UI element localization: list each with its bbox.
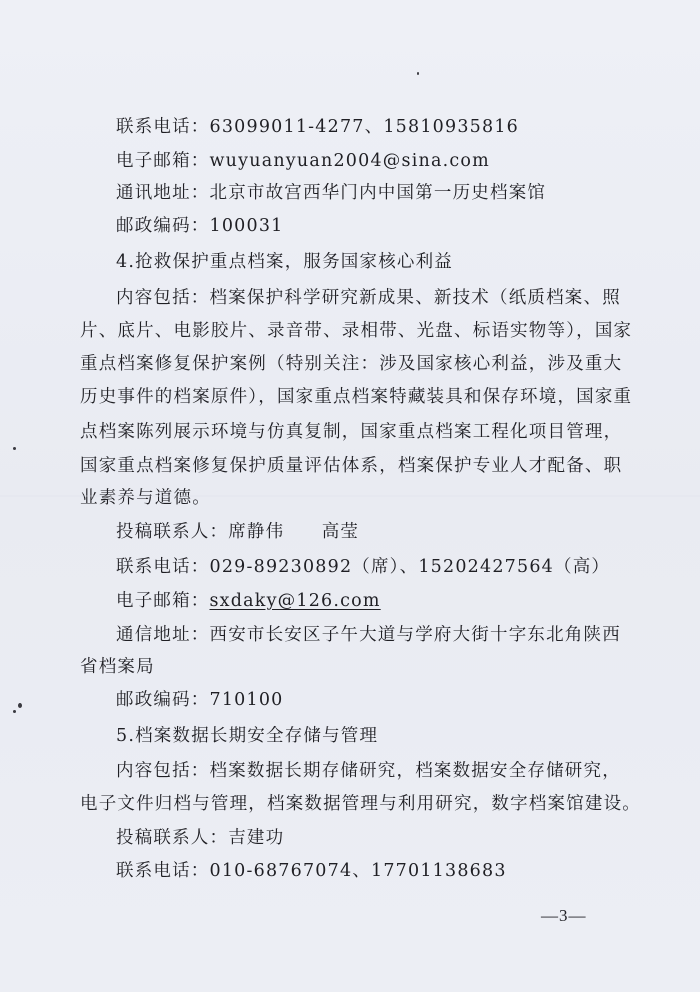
postcode-line-4: 邮政编码：710100 [116,690,284,710]
section-4-paragraph-line: 历史事件的档案原件），国家重点档案特藏装具和保存环境，国家重 [80,387,633,407]
email-label-4: 电子邮箱： [116,591,210,611]
address-line-4: 通信地址：西安市长安区子午大道与学府大街十字东北角陕西 [116,625,621,645]
email-value-4: sxdaky@126.com [209,591,381,611]
section-5-heading: 5.档案数据长期安全存储与管理 [116,726,379,746]
section-5-paragraph-line: 电子文件归档与管理，档案数据管理与利用研究，数字档案馆建设。 [80,794,641,814]
postcode-line-1: 邮政编码：100031 [116,216,284,236]
address-line-4-continued: 省档案局 [80,657,155,677]
section-4-paragraph-line: 国家重点档案修复保护质量评估体系，档案保护专业人才配备、职 [80,456,623,476]
email-line-4 [116,590,381,612]
address-line-1: 通讯地址：北京市故宫西华门内中国第一历史档案馆 [116,183,547,203]
scan-mark [417,72,419,75]
scan-mark [18,703,22,708]
section-4-paragraph-line: 重点档案修复保护案例（特别关注：涉及国家核心利益，涉及重大 [80,354,623,374]
section-4-heading: 4.抢救保护重点档案，服务国家核心利益 [116,252,453,272]
phone-line-4: 联系电话：029-89230892（席）、15202427564（高） [116,557,611,577]
section-4-paragraph-line: 业素养与道德。 [80,488,211,508]
contact-line-4: 投稿联系人：席静伟 高莹 [116,522,360,542]
scan-mark [13,447,16,450]
scan-mark [13,710,16,713]
section-4-paragraph-line: 点档案陈列展示环境与仿真复制，国家重点档案工程化项目管理， [80,422,623,442]
contact-line-5: 投稿联系人：吉建功 [116,828,285,848]
email-line-1 [116,150,490,172]
section-5-paragraph-line: 内容包括：档案数据长期存储研究，档案数据安全存储研究， [116,761,621,781]
email-label-1: 电子邮箱： [116,151,210,171]
section-4-paragraph-line: 片、底片、电影胶片、录音带、录相带、光盘、标语实物等），国家 [80,321,633,341]
phone-line-1: 联系电话：63099011-4277、15810935816 [116,117,519,137]
section-4-paragraph-line: 内容包括：档案保护科学研究新成果、新技术（纸质档案、照 [116,288,621,308]
page-number: —3— [541,906,587,925]
email-value-1: wuyuanyuan2004@sina.com [209,151,490,171]
phone-line-5: 联系电话：010-68767074、17701138683 [116,861,507,881]
